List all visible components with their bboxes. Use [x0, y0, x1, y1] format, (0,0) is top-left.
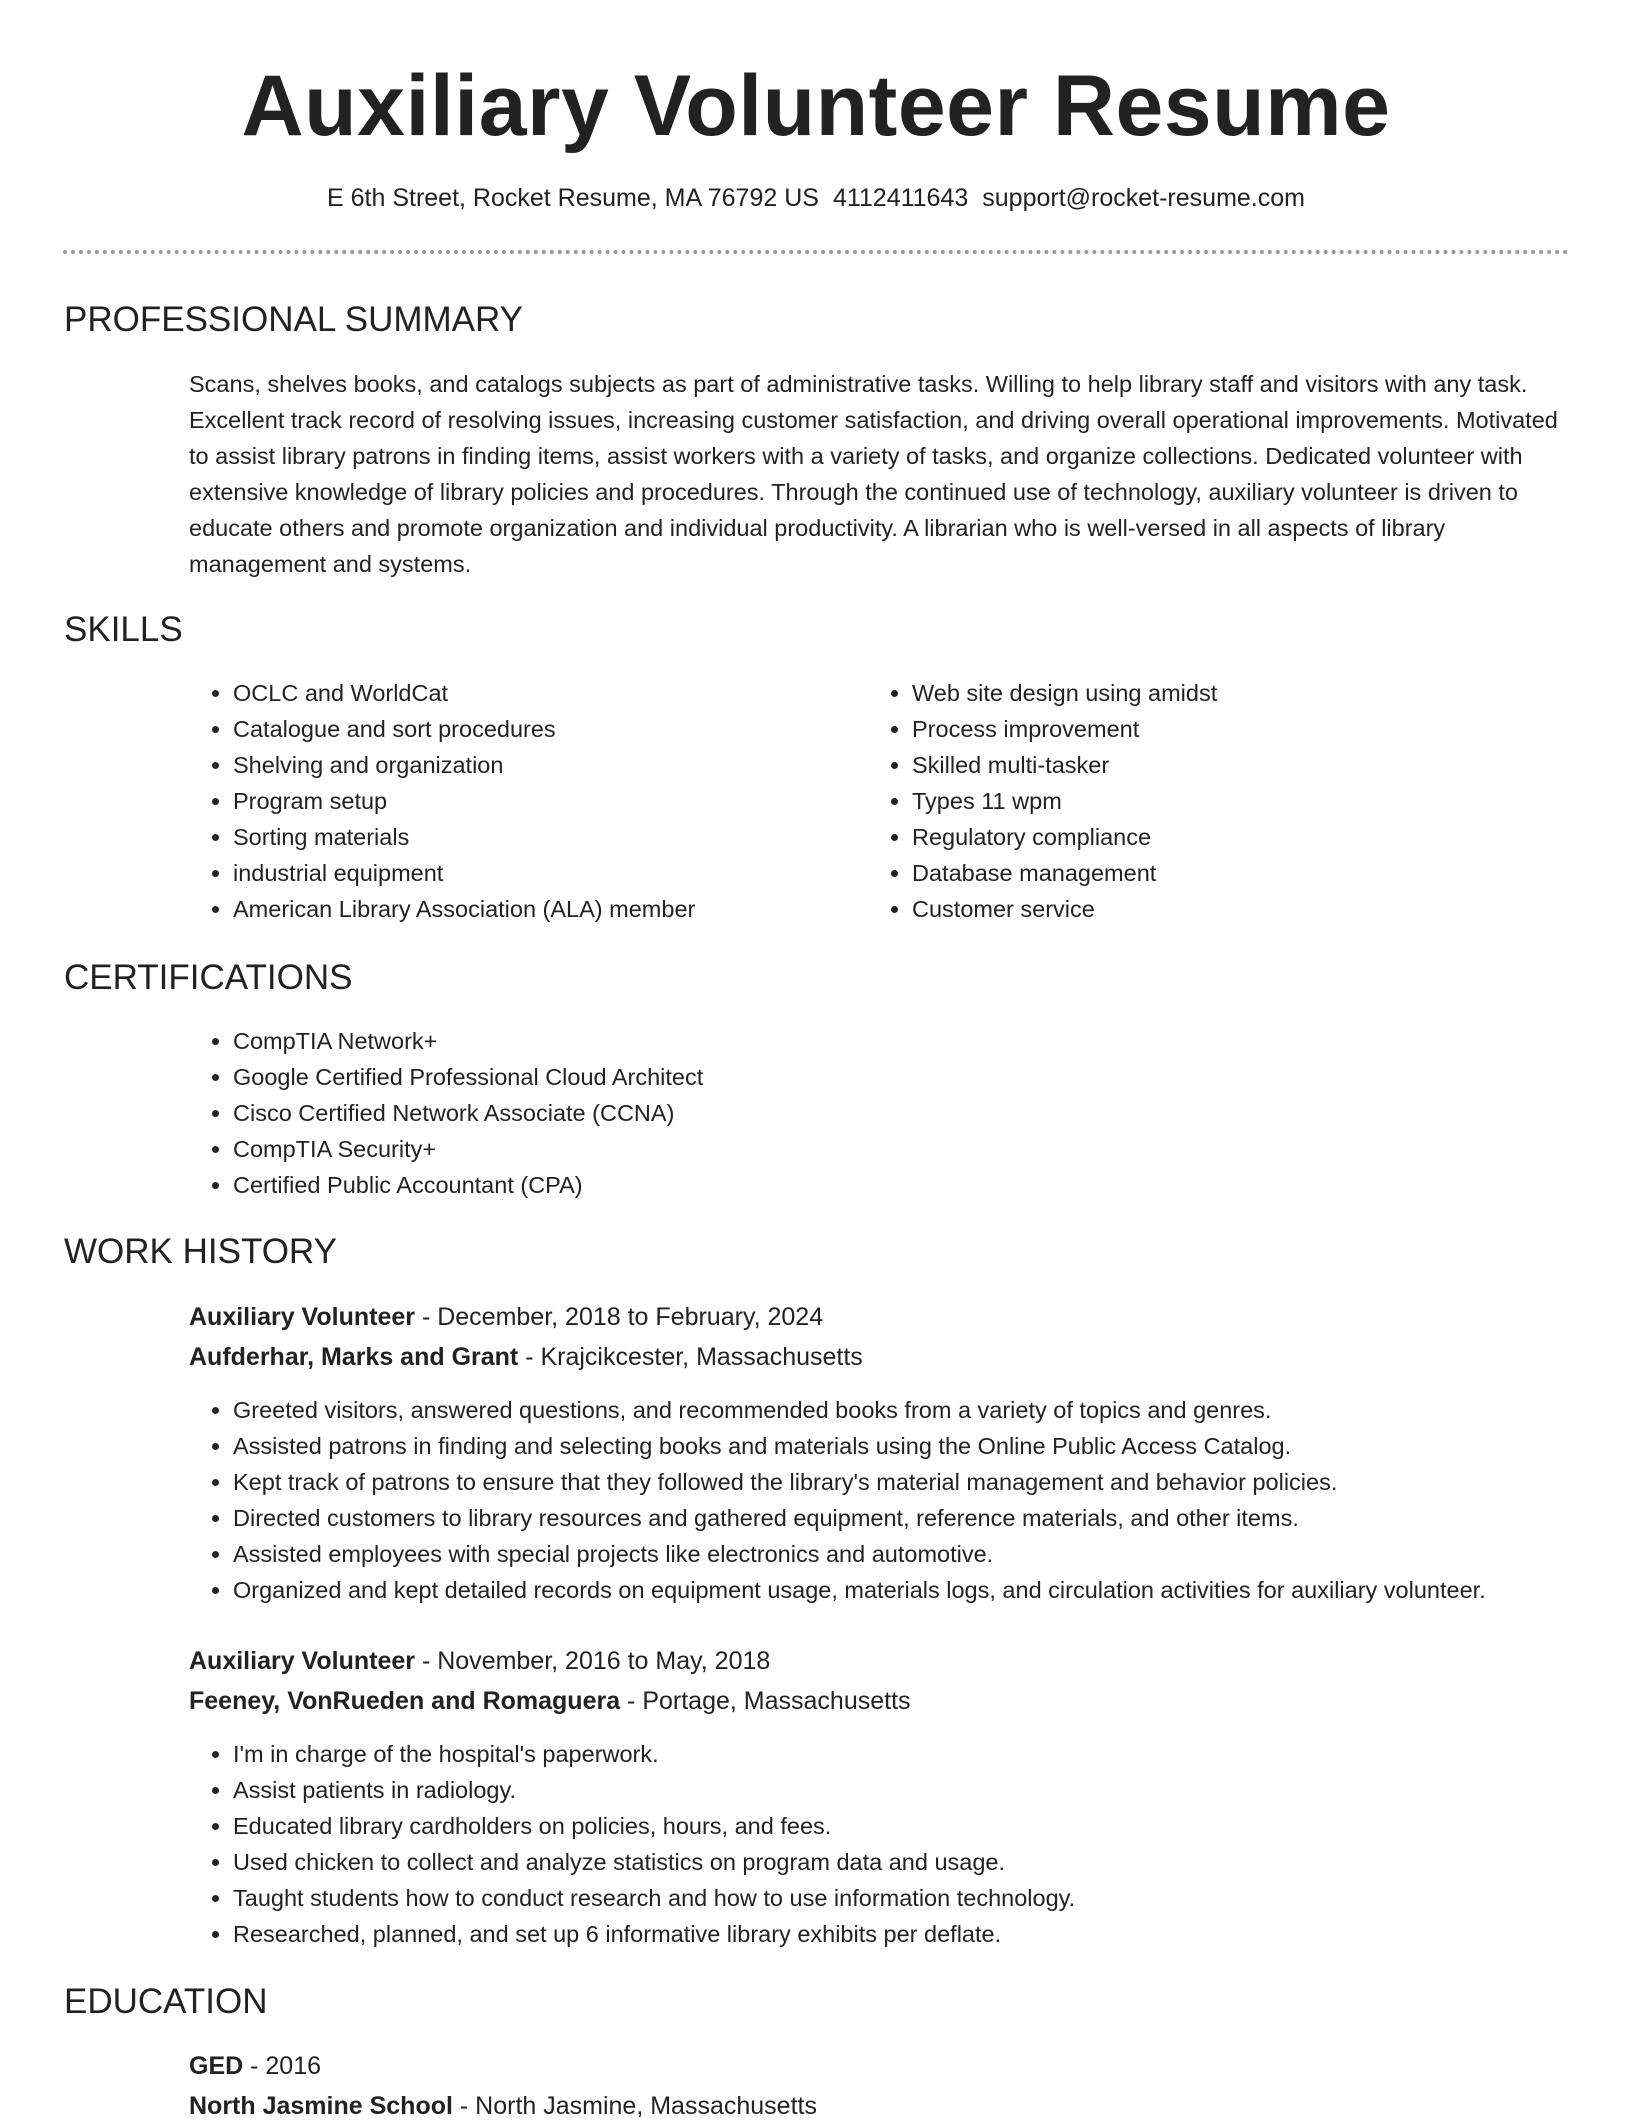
list-item: • OCLC and WorldCat [233, 675, 853, 711]
list-item: • American Library Association (ALA) member [233, 891, 853, 927]
list-item: • Educated library cardholders on policies, hours, and fees. [233, 1808, 1632, 1844]
list-item: • Assisted employees with special projects like electronics and automotive. [233, 1536, 1632, 1572]
education-school: North Jasmine School [189, 2092, 453, 2120]
list-item: • Regulatory compliance [912, 819, 1552, 855]
job-dates: - December, 2018 to February, 2024 [415, 1303, 824, 1331]
job-location: - Krajcikcester, Massachusetts [518, 1343, 863, 1371]
list-item: • CompTIA Security+ [233, 1131, 1433, 1167]
list-item: • Used chicken to collect and analyze statistics on program data and usage. [233, 1844, 1632, 1880]
list-item: • Taught students how to conduct research and how to use information technology. [233, 1880, 1632, 1916]
section-heading-certifications: CERTIFICATIONS [64, 958, 353, 997]
job-bullets [189, 1392, 1632, 1608]
list-item: • Shelving and organization [233, 747, 853, 783]
contact-line [0, 180, 1632, 216]
list-item: • Web site design using amidst [912, 675, 1552, 711]
job-dates: - November, 2016 to May, 2018 [415, 1647, 771, 1675]
list-item: • Assist patients in radiology. [233, 1772, 1632, 1808]
job-location: - Portage, Massachusetts [620, 1687, 911, 1715]
education-school-line [189, 2088, 817, 2124]
list-item: • Cisco Certified Network Associate (CCNA) [233, 1095, 1433, 1131]
list-item: • Researched, planned, and set up 6 informative library exhibits per deflate. [233, 1916, 1632, 1952]
list-item: • CompTIA Network+ [233, 1023, 1433, 1059]
header-divider [63, 250, 1569, 254]
list-item: • Database management [912, 855, 1552, 891]
list-item: • Skilled multi-tasker [912, 747, 1552, 783]
education-location: - North Jasmine, Massachusetts [452, 2092, 817, 2120]
list-item: • Certified Public Accountant (CPA) [233, 1167, 1433, 1203]
list-item: • Catalogue and sort procedures [233, 711, 853, 747]
list-item: • Google Certified Professional Cloud Architect [233, 1059, 1433, 1095]
list-item: • Kept track of patrons to ensure that they followed the library's material management and behavior policies. [233, 1464, 1632, 1500]
list-item: • Directed customers to library resources and gathered equipment, reference materials, and other items. [233, 1500, 1632, 1536]
job-company-line [189, 1339, 863, 1375]
section-heading-skills: SKILLS [64, 610, 183, 649]
section-heading-work: WORK HISTORY [64, 1232, 337, 1271]
job-bullets [189, 1736, 1632, 1952]
education-degree: GED [189, 2052, 244, 2080]
list-item: • industrial equipment [233, 855, 853, 891]
certifications-list [189, 1023, 1433, 1203]
job-title: Auxiliary Volunteer [189, 1303, 415, 1331]
section-heading-education: EDUCATION [64, 1982, 268, 2021]
job-title-line [189, 1299, 823, 1335]
job-company: Feeney, VonRueden and Romaguera [189, 1687, 621, 1715]
contact-email: support@rocket-resume.com [982, 184, 1305, 212]
list-item: • Sorting materials [233, 819, 853, 855]
skills-list-right [868, 675, 1552, 927]
summary-text: Scans, shelves books, and catalogs subjects as part of administrative tasks. Willing to help library staff and visitors with any task. Excellent track record of resolving issues, increasing customer satisfaction, and driving overall operational improvements. Motivated to assist library patrons in finding items, assist workers with a variety of tasks, and organize collections. Dedicated volunteer with extensive knowledge of library policies and procedures. Through the continued use of technology, auxiliary volunteer is driven to educate others and promote organization and individual productivity. A librarian who is well-versed in all aspects of library management and systems. [189, 371, 1558, 577]
list-item: • Types 11 wpm [912, 783, 1552, 819]
education-year: - 2016 [243, 2052, 322, 2080]
list-item: • Organized and kept detailed records on equipment usage, materials logs, and circulation activities for auxiliary volunteer. [233, 1572, 1632, 1608]
contact-phone: 4112411643 [832, 184, 969, 212]
page-title: Auxiliary Volunteer Resume [241, 58, 1391, 154]
job-company-line [189, 1683, 911, 1719]
list-item: • Program setup [233, 783, 853, 819]
job-title: Auxiliary Volunteer [189, 1647, 415, 1675]
section-heading-summary: PROFESSIONAL SUMMARY [64, 300, 523, 339]
list-item: • I'm in charge of the hospital's paperwork. [233, 1736, 1632, 1772]
list-item: • Greeted visitors, answered questions, and recommended books from a variety of topics and genres. [233, 1392, 1632, 1428]
contact-address: E 6th Street, Rocket Resume, MA 76792 US [327, 184, 819, 212]
list-item: • Assisted patrons in finding and selecting books and materials using the Online Public Access Catalog. [233, 1428, 1632, 1464]
education-degree-line [189, 2048, 321, 2084]
job-company: Aufderhar, Marks and Grant [189, 1343, 519, 1371]
job-title-line [189, 1643, 770, 1679]
list-item: • Process improvement [912, 711, 1552, 747]
list-item: • Customer service [912, 891, 1552, 927]
skills-list-left [189, 675, 853, 927]
